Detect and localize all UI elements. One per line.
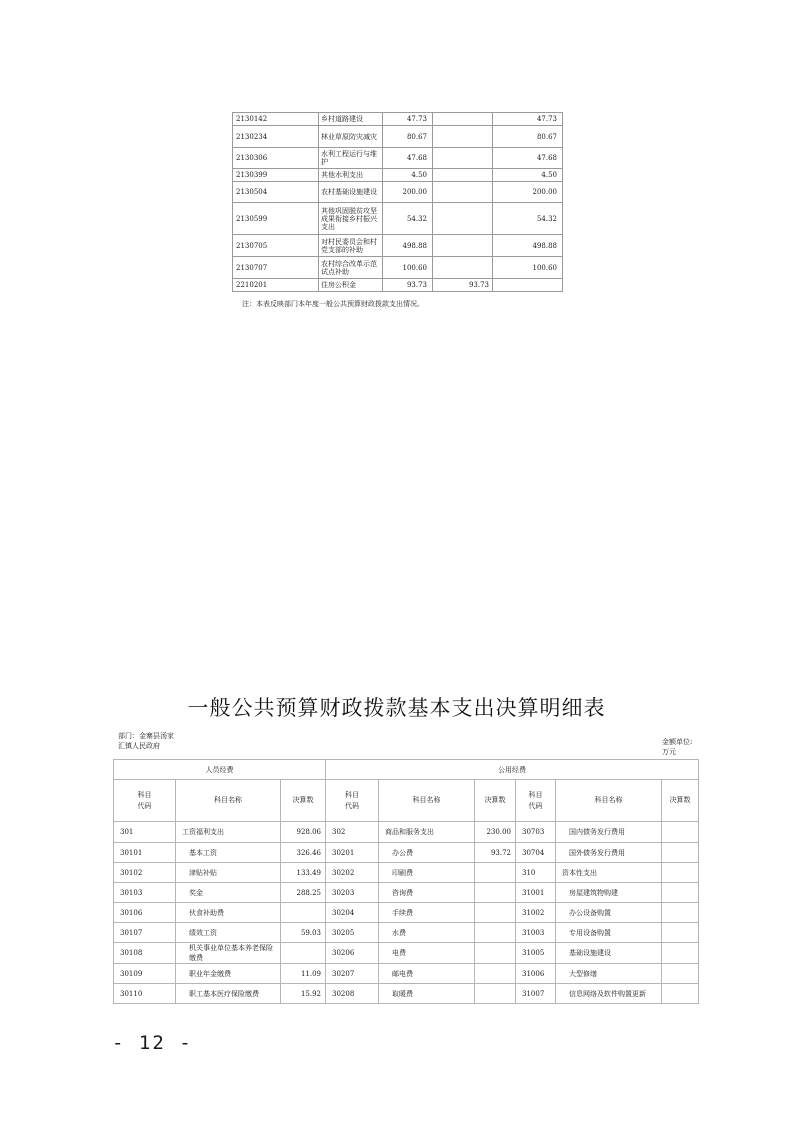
col-code-header [114,780,176,822]
subject-code-cell: 30110 [114,984,176,1004]
table-row [233,182,563,203]
subject-code-cell: 30201 [326,843,379,863]
table-row [114,843,699,863]
col-code-header [516,780,556,822]
subject-name-cell: 住房公积金 [319,279,383,292]
subject-code-cell: 302 [326,822,379,843]
subject-code-cell: 30108 [114,943,176,964]
subject-name-cell: 大型修缮 [556,964,662,984]
subject-name-cell: 机关事业单位基本养老保险缴费 [176,943,281,964]
subject-code-cell: 30206 [326,943,379,964]
table-row [233,169,563,182]
subject-name-cell: 水利工程运行与维护 [319,148,383,169]
subject-code-cell: 30204 [326,903,379,923]
table-row [233,203,563,235]
subject-code-cell: 30103 [114,883,176,903]
subject-code-cell: 30106 [114,903,176,923]
subject-name-cell: 专用设备购置 [556,923,662,943]
table-row [233,113,563,126]
subject-name-cell: 手续费 [379,903,475,923]
amount-cell: 133.49 [281,863,326,883]
subject-code-cell: 31003 [516,923,556,943]
project-amount-cell: 80.67 [493,126,563,148]
subject-name-cell: 对村民委员会和村党支部的补助 [319,235,383,257]
basic-expenditure-detail-table [113,759,699,1004]
amount-cell: 230.00 [475,822,516,843]
amount-cell [475,964,516,984]
amount-cell [281,943,326,964]
subject-name-cell: 办公费 [379,843,475,863]
subject-name-cell: 职工基本医疗保险缴费 [176,984,281,1004]
amount-cell [475,883,516,903]
department-label: 部门：金寨县汤家汇镇人民政府 [118,732,174,750]
subject-code-cell: 31002 [516,903,556,923]
subject-code-cell: 30101 [114,843,176,863]
amount-cell: 15.92 [281,984,326,1004]
subject-name-cell: 房屋建筑物购建 [556,883,662,903]
group-personnel-header: 人员经费 [114,760,326,780]
table-row [114,923,699,943]
total-amount-cell: 47.73 [383,113,433,126]
subject-name-cell: 津贴补贴 [176,863,281,883]
subject-name-cell: 国外债务发行费用 [556,843,662,863]
page-number: - 12 - [112,1032,193,1054]
basic-amount-cell [433,235,493,257]
col-code-text: 科目代码 [345,790,359,810]
col-code-text: 科目代码 [137,790,152,810]
subject-name-cell: 电费 [379,943,475,964]
project-amount-cell: 200.00 [493,182,563,203]
table-row [233,235,563,257]
table-row [114,863,699,883]
project-amount-cell: 47.68 [493,148,563,169]
subject-code-cell: 2210201 [233,279,319,292]
subject-name-cell: 其他巩固脱贫攻坚成果衔接乡村振兴支出 [319,203,383,235]
subject-code-cell: 2130707 [233,257,319,279]
subject-name-cell: 资本性支出 [556,863,662,883]
project-amount-cell: 47.73 [493,113,563,126]
amount-cell [475,863,516,883]
table-group-header [114,760,699,780]
subject-code-cell: 30102 [114,863,176,883]
table-row [114,883,699,903]
subject-code-cell: 31007 [516,984,556,1004]
amount-cell: 93.72 [475,843,516,863]
subject-code-cell: 2130399 [233,169,319,182]
subject-code-cell: 30203 [326,883,379,903]
table-row [114,984,699,1004]
total-amount-cell: 100.60 [383,257,433,279]
subject-name-cell: 奖金 [176,883,281,903]
amount-cell: 11.09 [281,964,326,984]
amount-cell: 326.46 [281,843,326,863]
table-row [114,903,699,923]
table-note: 注：本表反映部门本年度一般公共预算财政拨款支出情况。 [242,300,424,308]
amount-cell [475,923,516,943]
subject-name-cell: 基本工资 [176,843,281,863]
subject-name-cell: 工资福利支出 [176,822,281,843]
total-amount-cell: 200.00 [383,182,433,203]
basic-amount-cell [433,182,493,203]
unit-label: 金额单位:万元 [662,738,693,756]
subject-name-cell: 商品和服务支出 [379,822,475,843]
table-row [233,257,563,279]
total-amount-cell: 47.68 [383,148,433,169]
subject-name-cell: 咨询费 [379,883,475,903]
subject-code-cell: 310 [516,863,556,883]
page-title: 一般公共预算财政拨款基本支出决算明细表 [187,696,606,720]
basic-amount-cell [433,257,493,279]
basic-amount-cell: 93.73 [433,279,493,292]
subject-name-cell: 伙食补助费 [176,903,281,923]
basic-amount-cell [433,126,493,148]
continuation-table-body [233,113,563,292]
amount-cell [475,943,516,964]
amount-cell [662,863,699,883]
subject-name-cell: 基础设施建设 [556,943,662,964]
group-public-header: 公用经费 [326,760,699,780]
table-row [114,822,699,843]
col-name-header: 科目名称 [176,780,281,822]
amount-cell [662,943,699,964]
subject-code-cell: 2130142 [233,113,319,126]
table-column-header [114,780,699,822]
amount-cell [662,984,699,1004]
basic-amount-cell [433,148,493,169]
table-row [233,126,563,148]
subject-code-cell: 30109 [114,964,176,984]
subject-code-cell: 301 [114,822,176,843]
amount-cell [281,903,326,923]
subject-code-cell: 2130504 [233,182,319,203]
amount-cell [662,843,699,863]
subject-name-cell: 乡村道路建设 [319,113,383,126]
subject-code-cell: 30704 [516,843,556,863]
subject-code-cell: 2130306 [233,148,319,169]
amount-cell [662,822,699,843]
col-code-text: 科目代码 [528,790,543,810]
total-amount-cell: 4.50 [383,169,433,182]
detail-table-body [114,822,699,1004]
subject-name-cell: 其他水利支出 [319,169,383,182]
amount-cell [662,903,699,923]
basic-amount-cell [433,113,493,126]
table-row [114,943,699,964]
subject-name-cell: 信息网络及软件购置更新 [556,984,662,1004]
subject-code-cell: 31001 [516,883,556,903]
total-amount-cell: 54.32 [383,203,433,235]
subject-code-cell: 30703 [516,822,556,843]
col-amount-header: 决算数 [662,780,699,822]
col-name-header: 科目名称 [379,780,475,822]
subject-code-cell: 30208 [326,984,379,1004]
subject-name-cell: 农村基础设施建设 [319,182,383,203]
subject-name-cell: 国内债务发行费用 [556,822,662,843]
project-amount-cell: 498.88 [493,235,563,257]
amount-cell [475,903,516,923]
table-row [233,279,563,292]
table-row [114,964,699,984]
basic-amount-cell [433,169,493,182]
subject-name-cell: 取暖费 [379,984,475,1004]
basic-amount-cell [433,203,493,235]
amount-cell [475,984,516,1004]
project-amount-cell: 100.60 [493,257,563,279]
project-amount-cell [493,279,563,292]
subject-code-cell: 30202 [326,863,379,883]
amount-cell: 928.06 [281,822,326,843]
amount-cell: 288.25 [281,883,326,903]
subject-name-cell: 邮电费 [379,964,475,984]
subject-code-cell: 31005 [516,943,556,964]
subject-code-cell: 30207 [326,964,379,984]
subject-code-cell: 30107 [114,923,176,943]
amount-cell [662,964,699,984]
expenditure-continuation-table [232,112,563,292]
amount-cell: 59.03 [281,923,326,943]
col-name-header: 科目名称 [556,780,662,822]
table-row [233,148,563,169]
subject-code-cell: 30205 [326,923,379,943]
amount-cell [662,883,699,903]
amount-cell [662,923,699,943]
subject-name-cell: 印刷费 [379,863,475,883]
total-amount-cell: 93.73 [383,279,433,292]
subject-code-cell: 31006 [516,964,556,984]
subject-code-cell: 2130705 [233,235,319,257]
col-code-header [326,780,379,822]
project-amount-cell: 4.50 [493,169,563,182]
total-amount-cell: 498.88 [383,235,433,257]
subject-name-cell: 职业年金缴费 [176,964,281,984]
subject-code-cell: 2130599 [233,203,319,235]
col-amount-header: 决算数 [281,780,326,822]
total-amount-cell: 80.67 [383,126,433,148]
subject-name-cell: 水费 [379,923,475,943]
subject-name-cell: 林业草原防灾减灾 [319,126,383,148]
col-amount-header: 决算数 [475,780,516,822]
subject-name-cell: 绩效工资 [176,923,281,943]
subject-code-cell: 2130234 [233,126,319,148]
subject-name-cell: 办公设备购置 [556,903,662,923]
subject-name-cell: 农村综合改革示范试点补助 [319,257,383,279]
project-amount-cell: 54.32 [493,203,563,235]
